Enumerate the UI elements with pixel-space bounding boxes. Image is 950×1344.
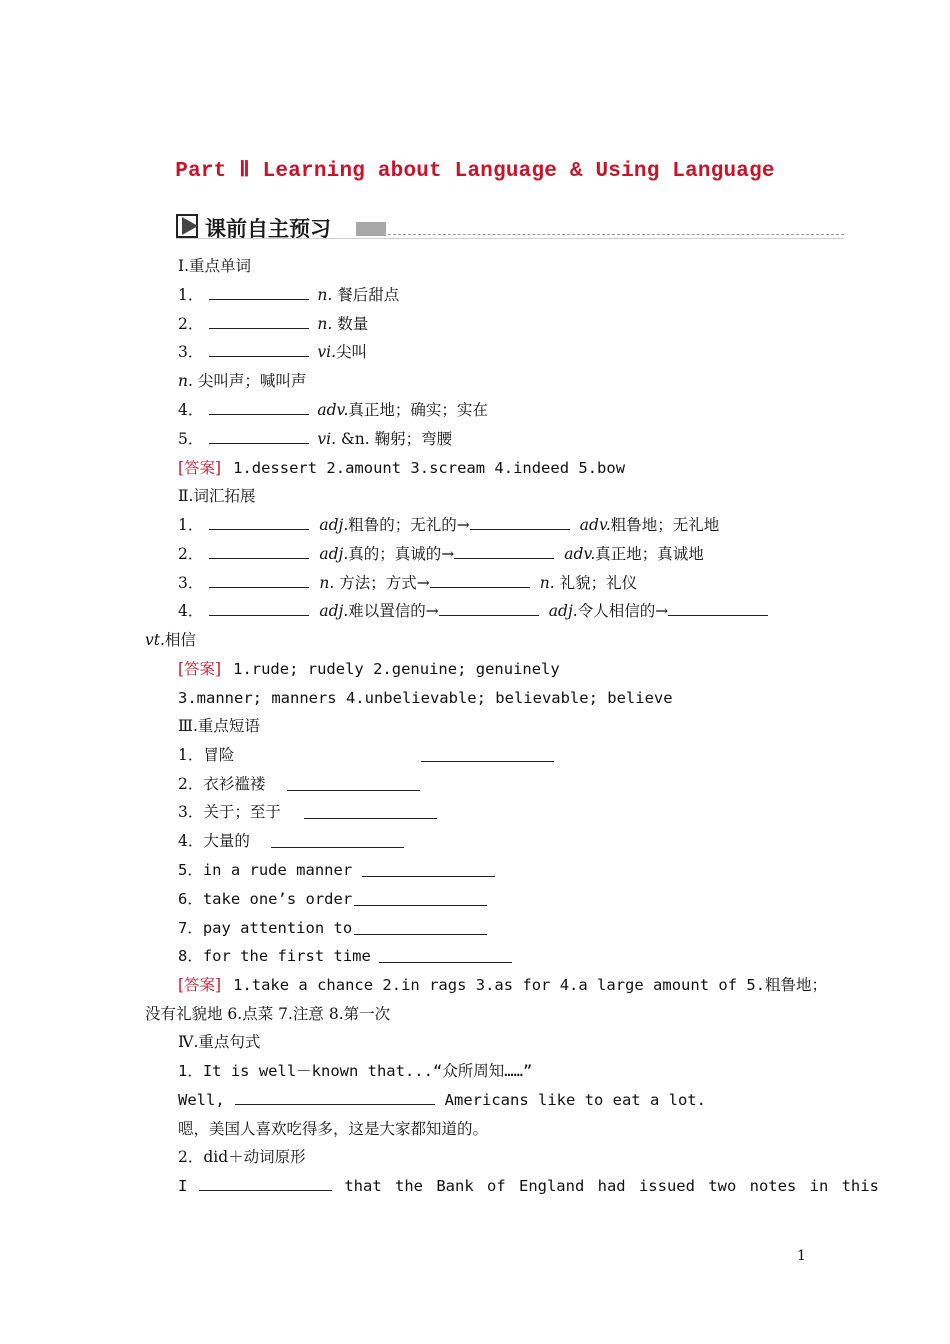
answer-text: 1.dessert 2.amount 3.scream 4.indeed 5.bow <box>233 459 626 477</box>
answer-blank <box>304 804 437 819</box>
page-number: 1 <box>797 1248 806 1264</box>
phrase-item: 3．关于；至于 <box>178 803 281 821</box>
phrase-item: 2．衣衫褴褛 <box>178 775 266 793</box>
answer-blank <box>209 400 309 415</box>
answer-blank <box>354 920 487 935</box>
vocab-item: 4． adv.真正地；确实；实在 <box>178 401 488 419</box>
vocab-expand-item: 1． adj.粗鲁的；无礼的→ adv.粗鲁地；无礼地 <box>178 516 720 534</box>
answer-blank <box>235 1090 435 1105</box>
page-title: Part Ⅱ Learning about Language & Using Language <box>175 160 775 183</box>
answer-line <box>178 659 560 679</box>
banner-underline <box>176 238 844 239</box>
answer-blank <box>470 515 570 530</box>
answer-text: 1.rude; rudely 2.genuine; genuinely <box>233 660 560 678</box>
answer-blank <box>439 601 539 616</box>
phrase-item: 7．pay attention to <box>178 919 353 937</box>
sentence-translation: 嗯，美国人喜欢吃得多，这是大家都知道的。 <box>178 1120 489 1138</box>
answer-blank <box>209 515 309 530</box>
phrase-item: 8．for the first time <box>178 947 371 965</box>
answer-tag: [答案] <box>178 459 222 477</box>
answer-tag: [答案] <box>178 660 222 678</box>
answer-blank <box>421 747 554 762</box>
section-heading: Ⅳ.重点句式 <box>178 1033 261 1051</box>
vocab-item-continued: n. 尖叫声；喊叫声 <box>178 372 307 390</box>
phrase-item: 4．大量的 <box>178 832 250 850</box>
phrase-item: 6．take one’s order <box>178 890 353 908</box>
answer-text: 1.take a chance 2.in rags 3.as for 4.a large amount of 5.粗鲁地； <box>233 976 828 994</box>
answer-blank <box>209 285 309 300</box>
answer-line <box>178 975 827 995</box>
answer-line <box>178 458 625 478</box>
answer-tag: [答案] <box>178 976 222 994</box>
sentence-fill: Well, Americans like to eat a lot. <box>178 1091 706 1109</box>
answer-text-continued: 没有礼貌地 6.点菜 7.注意 8.第一次 <box>145 1005 391 1023</box>
answer-blank <box>287 776 420 791</box>
vocab-item: 3． vi.尖叫 <box>178 343 368 361</box>
answer-blank <box>209 342 309 357</box>
answer-blank <box>209 544 309 559</box>
play-arrow-icon <box>176 214 200 238</box>
answer-blank <box>379 948 512 963</box>
answer-blank <box>209 573 309 588</box>
vocab-expand-continued: vt.相信 <box>145 631 196 649</box>
section-heading: Ⅰ.重点单词 <box>178 257 252 275</box>
answer-blank <box>430 573 530 588</box>
answer-blank <box>209 429 309 444</box>
answer-blank <box>209 314 309 329</box>
banner-dotted-line <box>388 234 844 235</box>
sentence-pattern-title: 2．did＋动词原形 <box>178 1148 306 1166</box>
answer-blank <box>668 601 768 616</box>
answer-blank <box>199 1176 332 1191</box>
sentence-pattern-title: 1．It is well－known that...“众所周知……” <box>178 1062 533 1080</box>
phrase-item: 1．冒险 <box>178 746 235 764</box>
answer-blank <box>271 833 404 848</box>
vocab-expand-item: 3． n. 方法；方式→ n. 礼貌；礼仪 <box>178 574 638 592</box>
vocab-expand-item: 4． adj.难以置信的→ adj.令人相信的→ <box>178 601 768 621</box>
answer-blank <box>354 891 487 906</box>
answer-blank <box>454 544 554 559</box>
answer-blank <box>362 862 495 877</box>
section-heading: Ⅲ.重点短语 <box>178 717 260 735</box>
vocab-item: 5． vi. &n. 鞠躬；弯腰 <box>178 430 453 448</box>
vocab-item: 2． n. 数量 <box>178 315 369 333</box>
phrase-item: 5．in a rude manner <box>178 861 353 879</box>
answer-blank <box>209 601 309 616</box>
section-heading: Ⅱ.词汇拓展 <box>178 487 256 505</box>
vocab-item: 1． n. 餐后甜点 <box>178 286 400 304</box>
banner-label: 课前自主预习 <box>205 217 331 241</box>
section-banner <box>176 212 848 240</box>
vocab-expand-item: 2． adj.真的；真诚的→ adv.真正地；真诚地 <box>178 545 704 563</box>
sentence-fill: I that the Bank of England had issued two notes in this <box>178 1177 879 1195</box>
banner-gray-bar <box>356 222 386 236</box>
answer-text-continued: 3.manner; manners 4.unbelievable; believable; believe <box>178 689 673 707</box>
